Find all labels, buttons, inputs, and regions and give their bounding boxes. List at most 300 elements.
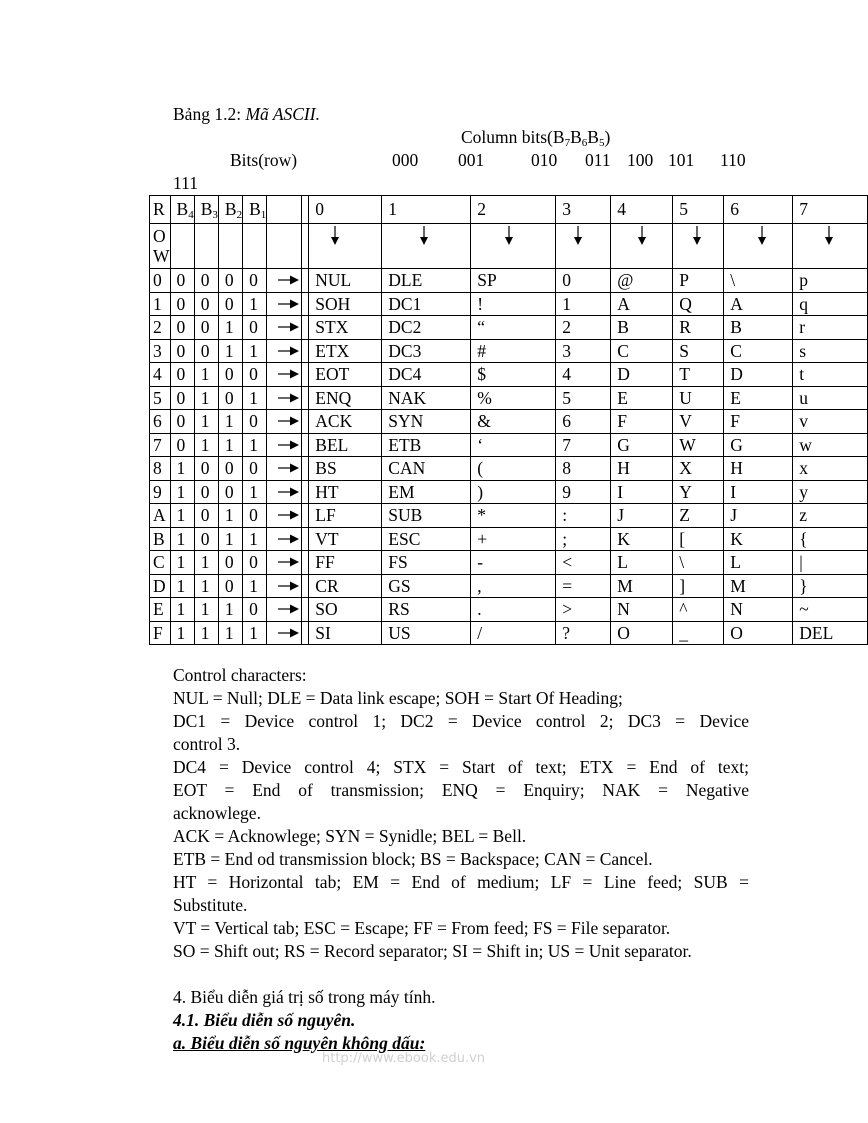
table-cell: LF [309,504,382,528]
table-cell: 1 [170,551,194,575]
table-cell: SO [309,598,382,622]
table-cell: 1 [170,527,194,551]
table-cell: 1 [218,504,242,528]
table-cell: DC1 [382,292,471,316]
table-cell: , [471,574,556,598]
right-arrow-icon [267,480,302,504]
table-cell: I [724,480,793,504]
empty-cell [302,433,309,457]
right-arrow-icon [267,433,302,457]
table-cell: ? [556,621,611,645]
table-cell: D [724,363,793,387]
table-cell: ETB [382,433,471,457]
table-cell: 0 [170,386,194,410]
down-arrow-icon [673,224,724,269]
table-cell: 1 [170,457,194,481]
col-code: 001 [458,150,485,170]
table-cell: / [471,621,556,645]
table-cell: 0 [218,574,242,598]
empty-cell [302,621,309,645]
table-cell: # [471,339,556,363]
header-cell: $B_4$ [170,196,194,224]
table-cell: + [471,527,556,551]
table-cell: > [556,598,611,622]
col-code: 100 [627,150,654,170]
subsection-heading: 4.1. Biểu diễn số nguyên. [173,1010,356,1030]
table-cell: O [724,621,793,645]
arrow-row [150,224,868,269]
table-cell: ENQ [309,386,382,410]
empty-cell [302,551,309,575]
header-cell: $B_1$ [243,196,267,224]
table-cell: 0 [170,316,194,340]
col-code: 000 [392,150,419,170]
table-cell: 1 [194,433,218,457]
table-cell: CAN [382,457,471,481]
table-cell: V [673,410,724,434]
table-cell: 3 [150,339,171,363]
table-cell: 0 [243,457,267,481]
table-cell: 1 [170,598,194,622]
subsubsection-heading: a. Biểu diễn số nguyên không dấu: [173,1033,426,1053]
row-label-w: W [153,246,170,266]
table-cell: ACK [309,410,382,434]
table-cell: SUB [382,504,471,528]
table-cell: DC3 [382,339,471,363]
table-cell: G [611,433,673,457]
table-cell: J [611,504,673,528]
table-cell: 1 [170,504,194,528]
table-cell: 6 [556,410,611,434]
control-line: VT = Vertical tab; ESC = Escape; FF = From feed; FS = File separator. [173,918,671,938]
down-arrow-icon [382,224,471,269]
section-heading: 4. Biểu diễn giá trị số trong máy tính. [173,987,436,1007]
table-cell: 1 [170,480,194,504]
table-cell: - [471,551,556,575]
right-arrow-icon [267,598,302,622]
table-cell: 0 [218,292,242,316]
table-cell: 0 [243,363,267,387]
right-arrow-icon [267,621,302,645]
table-cell: HT [309,480,382,504]
table-cell: A [611,292,673,316]
col-code: 101 [668,150,695,170]
table-cell: K [611,527,673,551]
table-cell: 9 [150,480,171,504]
table-cell: ) [471,480,556,504]
table-cell: 1 [170,574,194,598]
table-cell: 1 [218,410,242,434]
table-row [150,480,868,504]
table-cell: FS [382,551,471,575]
control-line: DC4 = Device control 4; STX = Start of text; ETX = End of text; [173,757,749,777]
control-line: acknowlege. [173,803,261,823]
down-arrow-icon [471,224,556,269]
table-cell: 3 [556,339,611,363]
table-cell: SI [309,621,382,645]
caption-title: Mã ASCII. [245,104,320,124]
right-arrow-icon [267,527,302,551]
right-arrow-icon [267,504,302,528]
table-cell: DEL [793,621,868,645]
empty-cell [302,316,309,340]
empty-cell [302,386,309,410]
table-cell: 0 [194,339,218,363]
table-cell: 0 [218,269,242,293]
table-cell: I [611,480,673,504]
table-cell: X [673,457,724,481]
table-row [150,292,868,316]
right-arrow-icon [267,457,302,481]
table-cell: 0 [218,551,242,575]
right-arrow-icon [267,269,302,293]
table-cell: R [673,316,724,340]
table-cell: 1 [243,480,267,504]
table-cell: 0 [194,527,218,551]
control-line: ACK = Acknowlege; SYN = Synidle; BEL = Bell. [173,826,527,846]
table-cell: Z [673,504,724,528]
table-cell: 9 [556,480,611,504]
table-cell: p [793,269,868,293]
caption-prefix: Bảng 1.2: [173,104,242,124]
header-cell: R [150,196,171,224]
table-row [150,316,868,340]
table-cell: = [556,574,611,598]
table-cell: 4 [556,363,611,387]
table-cell: 7 [556,433,611,457]
table-cell: q [793,292,868,316]
table-cell: F [611,410,673,434]
empty-cell [302,410,309,434]
table-cell: 1 [194,410,218,434]
control-line: NUL = Null; DLE = Data link escape; SOH = Start Of Heading; [173,688,623,708]
table-row [150,574,868,598]
right-arrow-icon [267,410,302,434]
table-cell: ESC [382,527,471,551]
table-cell: O [611,621,673,645]
header-cell [267,196,302,224]
table-cell: 0 [170,269,194,293]
table-cell: P [673,269,724,293]
right-arrow-icon [267,386,302,410]
table-cell: 0 [170,292,194,316]
right-arrow-icon [267,551,302,575]
table-cell: E [611,386,673,410]
table-cell: 0 [243,269,267,293]
table-cell: S [673,339,724,363]
table-cell: C [724,339,793,363]
table-cell: ! [471,292,556,316]
table-cell: 0 [170,339,194,363]
table-row [150,269,868,293]
table-row [150,621,868,645]
table-cell: 0 [194,457,218,481]
table-cell: SP [471,269,556,293]
table-cell: : [556,504,611,528]
header-cell: 6 [724,196,793,224]
table-cell: 0 [170,410,194,434]
table-cell: ] [673,574,724,598]
table-cell: 1 [194,363,218,387]
table-cell: SOH [309,292,382,316]
empty-cell [302,480,309,504]
table-cell: \ [724,269,793,293]
table-cell: Q [673,292,724,316]
table-cell: 1 [194,574,218,598]
table-caption [173,104,320,124]
control-line: DC1 = Device control 1; DC2 = Device control 2; DC3 = Device [173,711,749,731]
table-cell: C [150,551,171,575]
table-cell: 1 [556,292,611,316]
table-cell: $ [471,363,556,387]
table-cell: DLE [382,269,471,293]
table-cell: 1 [243,433,267,457]
table-cell: STX [309,316,382,340]
empty-cell [302,363,309,387]
table-cell: < [556,551,611,575]
empty-cell [302,457,309,481]
table-cell: RS [382,598,471,622]
table-cell: 1 [170,621,194,645]
table-cell: ~ [793,598,868,622]
right-arrow-icon [267,316,302,340]
table-cell: A [150,504,171,528]
table-cell: NUL [309,269,382,293]
table-row [150,433,868,457]
table-cell: E [150,598,171,622]
table-cell: SYN [382,410,471,434]
table-cell: 0 [243,551,267,575]
ascii-table-body [150,269,868,645]
table-cell: H [724,457,793,481]
control-heading: Control characters: [173,665,307,685]
table-cell: T [673,363,724,387]
table-cell: D [150,574,171,598]
control-line: Substitute. [173,895,248,915]
table-cell: 0 [194,292,218,316]
control-line: SO = Shift out; RS = Record separator; SI = Shift in; US = Unit separator. [173,941,692,961]
table-cell: 1 [243,386,267,410]
header-cell: 5 [673,196,724,224]
table-cell: 0 [218,457,242,481]
table-cell: * [471,504,556,528]
table-cell: BS [309,457,382,481]
table-cell: ^ [673,598,724,622]
table-cell: z [793,504,868,528]
empty-cell [302,527,309,551]
right-arrow-icon [267,292,302,316]
table-cell: M [611,574,673,598]
table-cell: \ [673,551,724,575]
table-cell: B [724,316,793,340]
table-cell: 1 [218,316,242,340]
table-cell: H [611,457,673,481]
table-cell: 1 [243,621,267,645]
table-cell: 0 [218,480,242,504]
table-cell: s [793,339,868,363]
table-cell: _ [673,621,724,645]
table-cell: @ [611,269,673,293]
table-cell: ( [471,457,556,481]
empty-cell [302,339,309,363]
col-code: 110 [720,150,746,170]
header-cell: 7 [793,196,868,224]
row-label-cell [150,224,171,269]
table-cell: 1 [194,551,218,575]
row-label-o: O [153,226,166,246]
empty-cell [302,598,309,622]
table-cell: NAK [382,386,471,410]
table-cell: 1 [218,433,242,457]
column-bits-label: Column $bits(B_7B_6B_5)$ [461,127,611,149]
table-cell: EOT [309,363,382,387]
table-header-row [150,196,868,224]
table-row [150,504,868,528]
table-cell: 1 [218,339,242,363]
table-cell: 0 [243,410,267,434]
table-cell: 0 [243,316,267,340]
table-cell: [ [673,527,724,551]
table-cell: EM [382,480,471,504]
table-cell: 0 [243,598,267,622]
table-cell: 0 [243,504,267,528]
empty-cell [302,269,309,293]
table-cell: 0 [150,269,171,293]
right-arrow-icon [267,574,302,598]
table-cell: 0 [194,269,218,293]
table-cell: 8 [556,457,611,481]
table-cell: N [611,598,673,622]
table-cell: 0 [194,504,218,528]
table-cell: 6 [150,410,171,434]
empty-cell [302,504,309,528]
table-row [150,339,868,363]
table-cell: 1 [194,598,218,622]
table-cell: 0 [170,433,194,457]
down-arrow-icon [611,224,673,269]
table-cell: DC2 [382,316,471,340]
table-cell: 1 [218,598,242,622]
down-arrow-icon [556,224,611,269]
header-cell: 2 [471,196,556,224]
table-cell: DC4 [382,363,471,387]
table-cell: N [724,598,793,622]
table-cell: w [793,433,868,457]
table-cell: 1 [150,292,171,316]
col-code: 011 [585,150,611,170]
table-cell: “ [471,316,556,340]
table-cell: 1 [218,527,242,551]
table-cell: % [471,386,556,410]
right-arrow-icon [267,339,302,363]
table-cell: 1 [194,386,218,410]
header-cell [302,196,309,224]
table-cell: 5 [556,386,611,410]
table-cell: Y [673,480,724,504]
table-cell: v [793,410,868,434]
table-cell: 0 [218,363,242,387]
table-cell: GS [382,574,471,598]
col-code: 010 [531,150,558,170]
table-row [150,551,868,575]
header-cell: 0 [309,196,382,224]
table-row [150,598,868,622]
table-cell: 0 [194,480,218,504]
table-row [150,457,868,481]
table-cell: 1 [243,292,267,316]
table-cell: A [724,292,793,316]
table-cell: x [793,457,868,481]
table-cell: 2 [556,316,611,340]
header-cell: 4 [611,196,673,224]
table-cell: 0 [556,269,611,293]
watermark: http://www.ebook.edu.vn [322,1051,486,1066]
table-row [150,386,868,410]
table-cell: US [382,621,471,645]
table-cell: 1 [218,621,242,645]
table-cell: ; [556,527,611,551]
down-arrow-icon [309,224,382,269]
table-cell: J [724,504,793,528]
table-cell: B [611,316,673,340]
table-cell: t [793,363,868,387]
control-line: EOT = End of transmission; ENQ = Enquiry; NAK = Negative [173,780,749,800]
table-cell: BEL [309,433,382,457]
control-line: ETB = End od transmission block; BS = Backspace; CAN = Cancel. [173,849,653,869]
header-cell: 3 [556,196,611,224]
table-cell: 1 [194,621,218,645]
control-line: control 3. [173,734,241,754]
bits-row-label: Bits(row) [230,150,298,170]
empty-cell [302,574,309,598]
table-row [150,527,868,551]
table-cell: 5 [150,386,171,410]
header-cell: $B_3$ [194,196,218,224]
table-cell: E [724,386,793,410]
table-cell: K [724,527,793,551]
table-cell: L [724,551,793,575]
table-cell: 0 [194,316,218,340]
table-cell: { [793,527,868,551]
table-row [150,410,868,434]
table-cell: | [793,551,868,575]
table-cell: 8 [150,457,171,481]
table-cell: ‘ [471,433,556,457]
table-cell: VT [309,527,382,551]
table-cell: FF [309,551,382,575]
header-cell: $B_2$ [218,196,242,224]
header-cell: 1 [382,196,471,224]
table-cell: } [793,574,868,598]
table-cell: r [793,316,868,340]
table-cell: F [724,410,793,434]
table-cell: 1 [243,339,267,363]
table-cell: & [471,410,556,434]
table-cell: . [471,598,556,622]
table-cell: C [611,339,673,363]
table-cell: 0 [170,363,194,387]
down-arrow-icon [724,224,793,269]
table-cell: B [150,527,171,551]
down-arrow-icon [793,224,868,269]
table-cell: W [673,433,724,457]
table-cell: 7 [150,433,171,457]
table-cell: 2 [150,316,171,340]
table-cell: CR [309,574,382,598]
table-cell: 0 [218,386,242,410]
table-row [150,363,868,387]
table-cell: U [673,386,724,410]
